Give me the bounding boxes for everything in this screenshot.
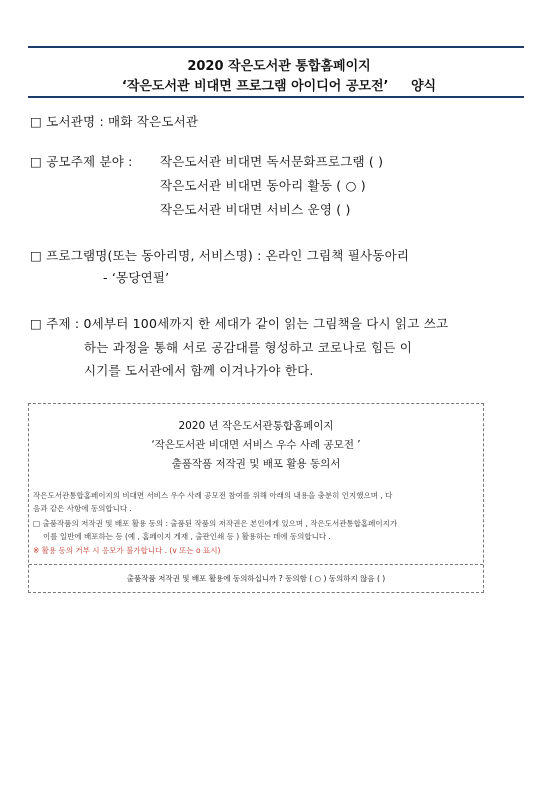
bottom-rule xyxy=(28,96,524,98)
consent-title-line3: 출품작품 저작권 및 배포 활용 동의서 xyxy=(171,458,341,470)
topic-line-3: 시기를 도서관에서 함께 이겨나가야 한다. xyxy=(84,363,314,378)
category-option-program: 작은도서관 비대면 독서문화프로그램 ( ) xyxy=(160,154,384,169)
category-label: □ 공모주제 분야 : xyxy=(30,154,133,169)
topic-line-1: □ 주제 : 0세부터 100세까지 한 세대가 같이 읽는 그림책을 다시 읽고 쓰고 xyxy=(30,316,449,331)
top-rule xyxy=(28,46,524,48)
consent-paragraph-1: 작은도서관통합홈페이지의 비대면 서비스 우수 사례 공모전 참여를 위해 아래의 내용을 충분히 인지했으며 , 다 xyxy=(33,491,393,500)
consent-title-line1: 2020 년 작은도서관통합홈페이지 xyxy=(178,420,334,432)
category-option-service: 작은도서관 비대면 서비스 운영 ( ) xyxy=(160,202,351,217)
consent-paragraph-3: □ 출품작품의 저작권 및 배포 활용 동의 : 출품된 작품의 저작권은 본인에게 있으며 , 작은도서관통합홈페이지가 xyxy=(33,519,398,528)
library-name-field: □ 도서관명 : 매화 작은도서관 xyxy=(30,114,199,129)
consent-warning: ※ 활용 동의 거부 시 응모가 불가합니다 . (v 또는 o 표시) xyxy=(33,546,221,555)
page-title-suffix: 양식 xyxy=(411,79,437,94)
topic-line-2: 하는 과정을 통해 서로 공감대를 형성하고 코로나로 힘든 이 xyxy=(84,340,412,355)
program-name-field: □ 프로그램명(또는 동아리명, 서비스명) : 온라인 그림책 필사동아리 xyxy=(30,248,410,263)
consent-divider xyxy=(29,564,483,565)
program-subtitle: - ‘몽당연필’ xyxy=(103,270,170,285)
consent-paragraph-4: 이를 일반에 배포하는 등 (예 , 홈페이지 게재 , 출판인쇄 등 ) 활용하는 데에 동의합니다 . xyxy=(43,532,331,541)
consent-title-line2: ‘작은도서관 비대면 서비스 우수 사례 공모전 ’ xyxy=(151,439,361,451)
page-title-contest: ‘작은도서관 비대면 프로그램 아이디어 공모전’ xyxy=(121,79,389,94)
page-title-line2 xyxy=(0,75,558,94)
consent-form-box xyxy=(28,403,484,593)
category-option-club: 작은도서관 비대면 동아리 활동 ( ○ ) xyxy=(160,178,366,193)
consent-question: 출품작품 저작권 및 배포 활용에 동의하십니까 ? 동의함 ( ○ ) 동의하지 않음 ( ) xyxy=(126,574,386,583)
consent-paragraph-2: 음과 같은 사항에 동의합니다 . xyxy=(33,504,132,513)
page-title-line1: 2020 작은도서관 통합홈페이지 xyxy=(187,59,371,74)
